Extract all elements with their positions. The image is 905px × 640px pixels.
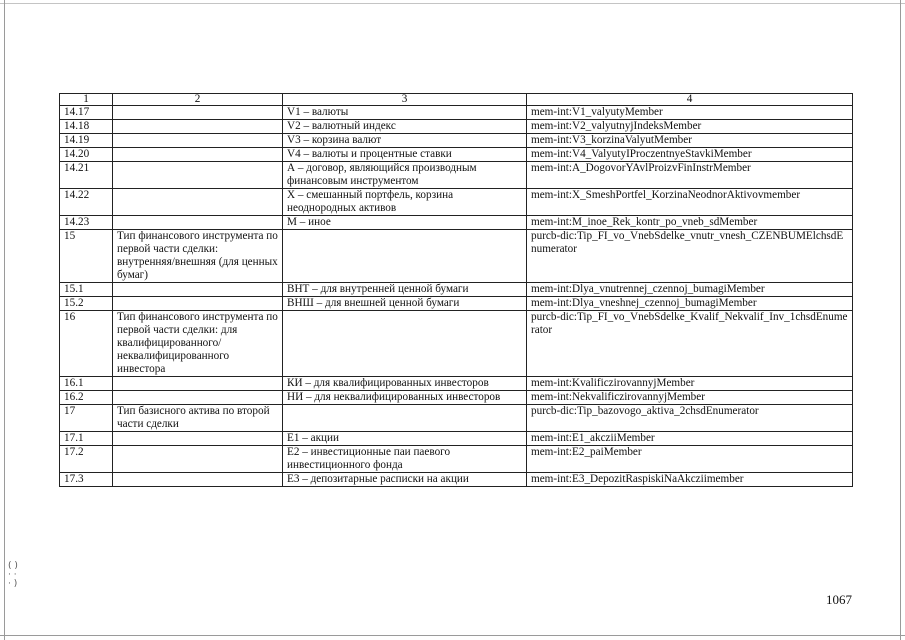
value-description-cell: V1 – валюты [283,106,527,120]
row-number-cell: 16.1 [60,377,113,391]
row-number-cell: 14.19 [60,134,113,148]
indicator-name-cell [113,134,283,148]
table-row [60,106,853,120]
table-row [60,134,853,148]
taxonomy-code-cell: mem-int:V3_korzinaValyutMember [527,134,853,148]
value-description-cell [283,311,527,377]
taxonomy-code-cell: mem-int:V1_valyutyMember [527,106,853,120]
indicator-name-cell: Тип базисного актива по второй части сделки [113,405,283,432]
row-number-cell: 14.18 [60,120,113,134]
indicator-name-cell [113,189,283,216]
taxonomy-code-cell: mem-int:NekvalificzirovannyjMember [527,391,853,405]
row-number-cell: 14.22 [60,189,113,216]
table-row [60,446,853,473]
taxonomy-code-cell: mem-int:E2_paiMember [527,446,853,473]
indicator-name-cell [113,283,283,297]
table-row [60,391,853,405]
row-number-cell: 14.17 [60,106,113,120]
table-row [60,230,853,283]
row-number-cell: 15.2 [60,297,113,311]
indicator-name-cell [113,120,283,134]
margin-binding-marks: ( ) · · · ) [8,561,18,589]
row-number-cell: 14.23 [60,216,113,230]
indicator-name-cell [113,216,283,230]
indicator-name-cell [113,446,283,473]
taxonomy-code-cell: purcb-dic:Tip_FI_vo_VnebSdelke_vnutr_vnesh_CZENBUMElchsdEnumerator [527,230,853,283]
indicator-name-cell: Тип финансового инструмента по первой части сделки: внутренняя/внешняя (для ценных бумаг) [113,230,283,283]
indicator-name-cell [113,148,283,162]
value-description-cell: Х – смешанный портфель, корзина неоднородных активов [283,189,527,216]
table-row [60,405,853,432]
taxonomy-code-cell: purcb-dic:Tip_bazovogo_aktiva_2chsdEnumerator [527,405,853,432]
table-row [60,432,853,446]
indicator-name-cell [113,473,283,487]
taxonomy-code-cell: mem-int:V2_valyutnyjIndeksMember [527,120,853,134]
value-description-cell: ВНШ – для внешней ценной бумаги [283,297,527,311]
page-edge-right [900,0,901,640]
page-edge-top [0,3,905,4]
row-number-cell: 15 [60,230,113,283]
taxonomy-code-cell: mem-int:X_SmeshPortfel_KorzinaNeodnorAktivovmember [527,189,853,216]
page-edge-bottom [0,635,905,636]
indicator-name-cell [113,377,283,391]
column-header: 2 [113,94,283,106]
taxonomy-code-cell: mem-int:V4_ValyutyIProczentnyeStavkiMember [527,148,853,162]
value-description-cell: КИ – для квалифицированных инвесторов [283,377,527,391]
indicator-name-cell [113,432,283,446]
table-row [60,216,853,230]
value-description-cell [283,405,527,432]
value-description-cell: А – договор, являющийся производным финансовым инструментом [283,162,527,189]
table-row [60,120,853,134]
indicator-name-cell [113,106,283,120]
row-number-cell: 17.1 [60,432,113,446]
indicator-name-cell [113,297,283,311]
row-number-cell: 14.21 [60,162,113,189]
row-number-cell: 15.1 [60,283,113,297]
value-description-cell: ВНТ – для внутренней ценной бумаги [283,283,527,297]
indicator-name-cell: Тип финансового инструмента по первой части сделки: для квалифицированного/неквалифицированного инвестора [113,311,283,377]
column-header: 3 [283,94,527,106]
table-header-row [60,94,853,106]
table-row [60,148,853,162]
indicator-name-cell [113,162,283,189]
page-number: 1067 [826,592,852,607]
row-number-cell: 17.2 [60,446,113,473]
column-header: 4 [527,94,853,106]
value-description-cell: Е1 – акции [283,432,527,446]
taxonomy-code-cell: mem-int:E3_DepozitRaspiskiNaAkcziimember [527,473,853,487]
taxonomy-code-cell: mem-int:E1_akcziiMember [527,432,853,446]
table-row [60,283,853,297]
taxonomy-code-cell: mem-int:M_inoe_Rek_kontr_po_vneb_sdMember [527,216,853,230]
document-table [59,93,853,487]
table-row [60,311,853,377]
value-description-cell: М – иное [283,216,527,230]
taxonomy-code-cell: mem-int:Dlya_vneshnej_czennoj_bumagiMember [527,297,853,311]
table-row [60,377,853,391]
table-row [60,297,853,311]
taxonomy-code-cell: mem-int:Dlya_vnutrennej_czennoj_bumagiMember [527,283,853,297]
value-description-cell: Е2 – инвестиционные паи паевого инвестиционного фонда [283,446,527,473]
row-number-cell: 16 [60,311,113,377]
row-number-cell: 16.2 [60,391,113,405]
value-description-cell: Е3 – депозитарные расписки на акции [283,473,527,487]
indicator-name-cell [113,391,283,405]
page-edge-left [4,0,5,640]
table-row [60,473,853,487]
table-row [60,189,853,216]
value-description-cell: V4 – валюты и процентные ставки [283,148,527,162]
value-description-cell: V2 – валютный индекс [283,120,527,134]
taxonomy-code-cell: mem-int:A_DogovorYAvlProizvFinInstrMember [527,162,853,189]
table-row [60,162,853,189]
value-description-cell: V3 – корзина валют [283,134,527,148]
row-number-cell: 14.20 [60,148,113,162]
column-header: 1 [60,94,113,106]
taxonomy-code-cell: mem-int:KvalificzirovannyjMember [527,377,853,391]
value-description-cell: НИ – для неквалифицированных инвесторов [283,391,527,405]
row-number-cell: 17.3 [60,473,113,487]
row-number-cell: 17 [60,405,113,432]
taxonomy-code-cell: purcb-dic:Tip_FI_vo_VnebSdelke_Kvalif_Nekvalif_Inv_1chsdEnumerator [527,311,853,377]
value-description-cell [283,230,527,283]
